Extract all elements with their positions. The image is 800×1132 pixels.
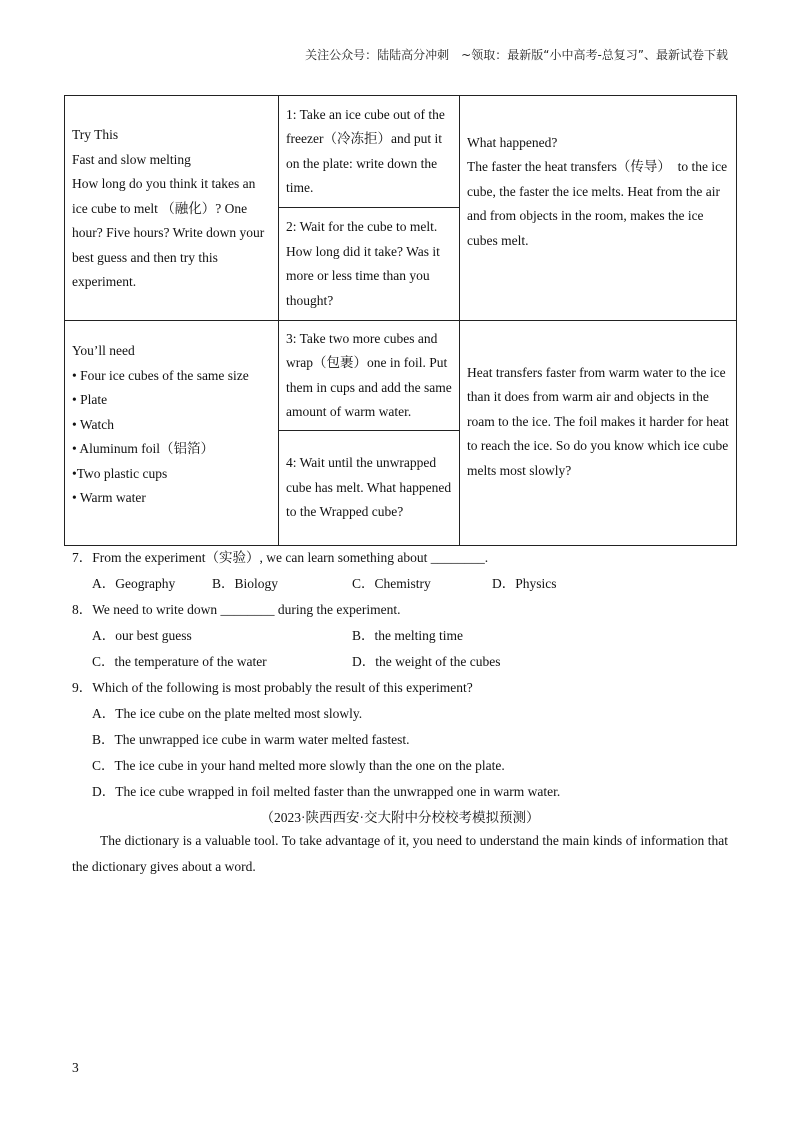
q8-option-c[interactable]: C．the temperature of the water — [92, 654, 267, 669]
supply-item: • Warm water — [72, 490, 146, 506]
what-happened-text: The faster the heat transfers（传导） to the ice cube, the faster the ice melts. Heat from the air and from objects in the room, makes the ice cubes melt. — [467, 159, 728, 248]
supply-item: • Plate — [72, 392, 108, 408]
q9-option-d[interactable]: D．The ice cube wrapped in foil melted faster than the unwrapped one in warm water. — [92, 784, 561, 799]
question-8: 8．We need to write down ________ during the experiment. — [72, 602, 401, 617]
step-2-text: 2: Wait for the cube to melt. How long did it take? Was it more or less time than you thought? — [286, 219, 440, 308]
q8-option-b[interactable]: B．the melting time — [352, 628, 463, 643]
step-3-cell — [279, 321, 460, 431]
supply-item: • Aluminum foil（铝箔） — [72, 441, 214, 457]
page-header: 关注公众号：陆陆高分冲刺 ~领取：最新版“小中高考-总复习”、最新试卷下载 — [305, 48, 728, 62]
question-9: 9．Which of the following is most probably the result of this experiment? — [72, 680, 473, 695]
supply-item: • Four ice cubes of the same size — [72, 367, 249, 383]
q8-option-d[interactable]: D．the weight of the cubes — [352, 654, 501, 669]
step-2-cell — [279, 208, 460, 321]
passage-text: The dictionary is a valuable tool. To take advantage of it, you need to understand the main kinds of information that the dictionary gives about a word. — [72, 833, 728, 874]
q7-option-b[interactable]: B．Biology — [212, 576, 279, 591]
supply-item: •Two plastic cups — [72, 465, 168, 481]
q7-option-c[interactable]: C．Chemistry — [352, 576, 431, 591]
heat-explanation-text: Heat transfers faster from warm water to the ice than it does from warm air and objects in the roam to the ice. The foil makes it harder for heat to reach the ice. So do you know which ice cube melts most slowly? — [467, 364, 729, 478]
try-this-cell — [65, 96, 279, 321]
step-1-cell — [279, 96, 460, 208]
what-happened-heading: What happened? — [467, 134, 558, 150]
question-7: 7．From the experiment（实验）, we can learn something about ________. — [72, 550, 489, 565]
heat-explanation-cell — [460, 321, 737, 546]
you-need-cell — [65, 321, 279, 546]
step-4-cell — [279, 431, 460, 546]
q9-option-a[interactable]: A．The ice cube on the plate melted most slowly. — [92, 706, 363, 721]
try-this-subheading: Fast and slow melting — [72, 151, 191, 167]
step-1-text: 1: Take an ice cube out of the freezer（冷冻拒）and put it on the plate: write down the time. — [286, 106, 445, 195]
q8-option-a[interactable]: A．our best guess — [92, 628, 192, 643]
experiment-table — [64, 95, 737, 546]
supply-item: • Watch — [72, 416, 115, 432]
q7-option-a[interactable]: A．Geography — [92, 576, 176, 591]
q9-option-b[interactable]: B．The unwrapped ice cube in warm water melted fastest. — [92, 732, 410, 747]
step-3-text: 3: Take two more cubes and wrap（包裹）one in foil. Put them in cups and add the same amount of warm water. — [286, 330, 452, 419]
q7-option-d[interactable]: D．Physics — [492, 576, 557, 591]
step-4-text: 4: Wait until the unwrapped cube has melt. What happened to the Wrapped cube? — [286, 455, 452, 520]
passage-source: （2023·陕西西安·交大附中分校校考模拟预测） — [260, 810, 540, 825]
try-this-heading: Try This — [72, 127, 119, 143]
what-happened-cell — [460, 96, 737, 321]
q9-option-c[interactable]: C．The ice cube in your hand melted more slowly than the one on the plate. — [92, 758, 505, 773]
you-need-heading: You’ll need — [72, 343, 135, 359]
page-number: 3 — [72, 1060, 79, 1075]
try-this-text: How long do you think it takes an ice cube to melt （融化）? One hour? Five hours? Write down your best guess and then try this experiment. — [72, 176, 265, 290]
